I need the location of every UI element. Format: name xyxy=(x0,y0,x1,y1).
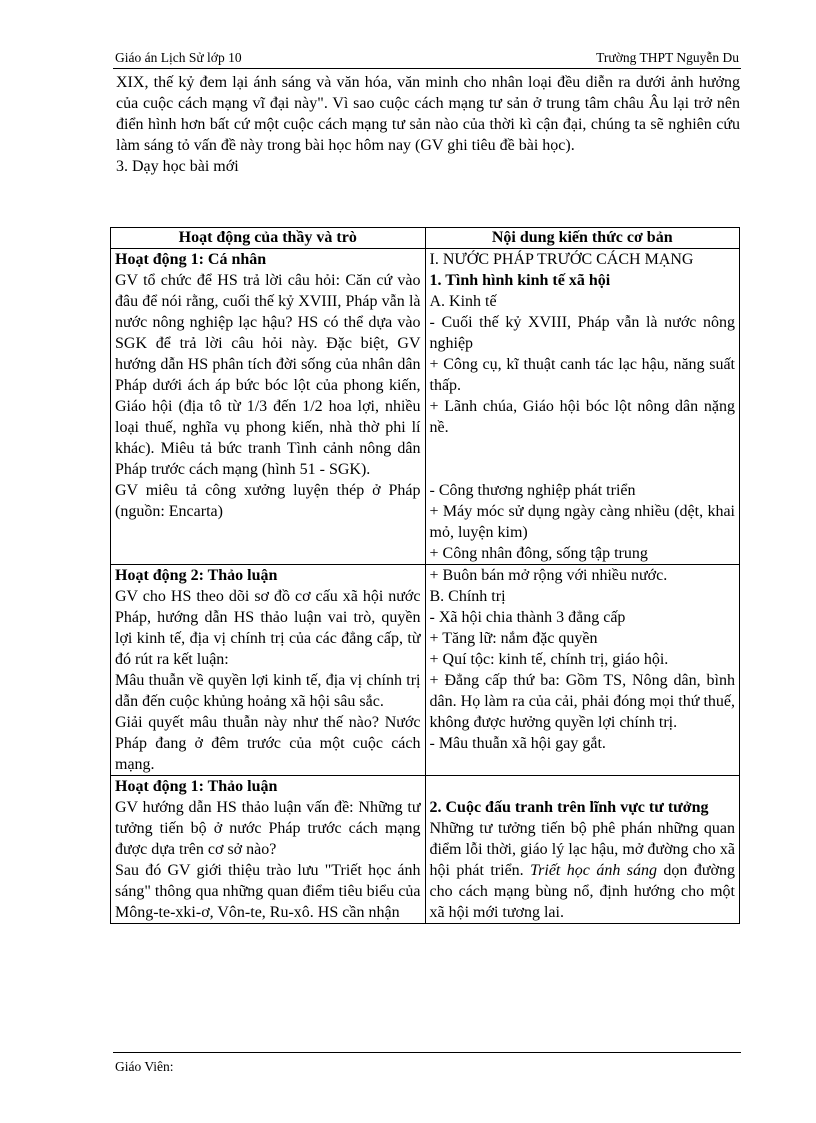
activity-text: GV tổ chức để HS trả lời câu hỏi: Căn cứ vào đâu để nói rằng, cuối thế kỷ XVIII, Pháp vẫn là nước nông nghiệp lạc hậu? HS có thể dựa vào SGK để trả lời câu hỏi này. Đặc biệt, GV hướng dẫn HS phân tích đời sống của nhân dân Pháp dưới ách áp bức bóc lột của phong kiến, Giáo hội (địa tô từ 1/3 đến 1/2 hoa lợi, nhiều loại thuế, nghĩa vụ phong kiến, nhà thờ phi lí khác). Miêu tả bức tranh Tình cảnh nông dân Pháp trước cách mạng (hình 51 - SGK). xyxy=(115,272,421,478)
activity-cell xyxy=(111,565,426,776)
table-row xyxy=(111,249,740,565)
activity-text: GV cho HS theo dõi sơ đồ cơ cấu xã hội nước Pháp, hướng dẫn HS thảo luận vai trò, quyền lợi kinh tế, địa vị chính trị của các đẳng cấp, từ đó rút ra kết luận: xyxy=(115,588,421,668)
lesson-table xyxy=(110,227,740,924)
content-line: + Quí tộc: kinh tế, chính trị, giáo hội. xyxy=(429,651,669,668)
content-subheading: 1. Tình hình kinh tế xã hội xyxy=(429,272,611,289)
intro-paragraph: XIX, thế kỷ đem lại ánh sáng và văn hóa, văn minh cho nhân loại đều diễn ra dưới ảnh hưởng của cuộc cách mạng vĩ đại này". Vì sao cuộc cách mạng tư sản ở trung tâm châu Âu lại trở nên điển hình hơn bất cứ một cuộc cách mạng tư sản nào của thời kì cận đại, chúng ta sẽ nghiên cứu làm sáng tỏ vấn đề này trong bài học hôm nay (GV ghi tiêu đề bài học). xyxy=(116,74,740,154)
activity-cell xyxy=(111,776,426,924)
content-line: + Đẳng cấp thứ ba: Gồm TS, Nông dân, bình dân. Họ làm ra của cải, phải đóng mọi thứ thuế, không được hưởng quyền lợi chính trị. xyxy=(429,672,735,731)
content-cell xyxy=(425,249,740,565)
section-heading: 3. Dạy học bài mới xyxy=(116,158,239,175)
content-text: dọn đường cho cách mạng bùng nổ, định hướng cho một xã hội mới tương lai. xyxy=(429,862,736,921)
table-row xyxy=(111,776,740,924)
activity-text: GV miêu tả công xưởng luyện thép ở Pháp (nguồn: Encarta) xyxy=(115,482,421,520)
content-line: + Lãnh chúa, Giáo hội bóc lột nông dân nặng nề. xyxy=(429,398,735,436)
content-line: + Buôn bán mở rộng với nhiều nước. xyxy=(429,567,668,584)
table-header-row xyxy=(111,228,740,249)
content-line: + Máy móc sử dụng ngày càng nhiều (dệt, khai mỏ, luyện kim) xyxy=(429,503,735,541)
content-text: Những tư tưởng tiến bộ phê phán những quan điểm lỗi thời, giáo lý lạc hậu, mở đường cho xã hội phát triển. xyxy=(429,820,735,879)
activity-title: Hoạt động 1: Cá nhân xyxy=(115,251,267,268)
header-course-title: Giáo án Lịch Sử lớp 10 xyxy=(115,50,242,65)
page-header xyxy=(113,50,741,69)
activity-text: Sau đó GV giới thiệu trào lưu "Triết học ánh sáng" thông qua những quan điểm tiêu biểu của Mông-te-xki-ơ, Vôn-te, Ru-xô. HS cần nhận xyxy=(115,862,421,921)
header-school-name: Trường THPT Nguyễn Du xyxy=(596,50,739,65)
intro-section xyxy=(116,72,740,177)
content-line: - Cuối thế kỷ XVIII, Pháp vẫn là nước nông nghiệp xyxy=(429,314,735,352)
activity-text: Mâu thuẫn về quyền lợi kinh tế, địa vị chính trị dẫn đến cuộc khủng hoảng xã hội sâu sắc. xyxy=(115,672,421,710)
content-cell xyxy=(425,776,740,924)
content-line: A. Kinh tế xyxy=(429,293,497,310)
content-line: + Tăng lữ: nắm đặc quyền xyxy=(429,630,598,647)
spacer xyxy=(430,438,736,480)
content-heading: I. NƯỚC PHÁP TRƯỚC CÁCH MẠNG xyxy=(429,251,694,268)
content-line: - Công thương nghiệp phát triển xyxy=(429,482,636,499)
content-subheading: 2. Cuộc đấu tranh trên lĩnh vực tư tưởng xyxy=(429,799,709,816)
content-line: - Mâu thuẫn xã hội gay gắt. xyxy=(429,735,606,752)
content-paragraph xyxy=(430,818,736,923)
content-line: + Công cụ, kĩ thuật canh tác lạc hậu, năng suất thấp. xyxy=(429,356,735,394)
col-activities-header: Hoạt động của thầy và trò xyxy=(111,228,426,249)
page-footer xyxy=(113,1052,741,1075)
content-line: B. Chính trị xyxy=(429,588,506,605)
footer-teacher-label: Giáo Viên: xyxy=(115,1059,174,1074)
content-cell xyxy=(425,565,740,776)
activity-title: Hoạt động 2: Thảo luận xyxy=(115,567,278,584)
activity-title: Hoạt động 1: Thảo luận xyxy=(115,778,278,795)
content-line: - Xã hội chia thành 3 đẳng cấp xyxy=(429,609,626,626)
spacer xyxy=(430,776,736,797)
content-italic-term: Triết học ánh sáng xyxy=(530,862,657,879)
activity-cell xyxy=(111,249,426,565)
col-content-header: Nội dung kiến thức cơ bản xyxy=(425,228,740,249)
activity-text: GV hướng dẫn HS thảo luận vấn đề: Những tư tưởng tiến bộ ở nước Pháp trước cách mạng được dựa trên cơ sở nào? xyxy=(115,799,421,858)
content-line: + Công nhân đông, sống tập trung xyxy=(429,545,648,562)
table-row xyxy=(111,565,740,776)
activity-text: Giải quyết mâu thuẫn này như thế nào? Nước Pháp đang ở đêm trước của một cuộc cách mạng. xyxy=(115,714,421,773)
